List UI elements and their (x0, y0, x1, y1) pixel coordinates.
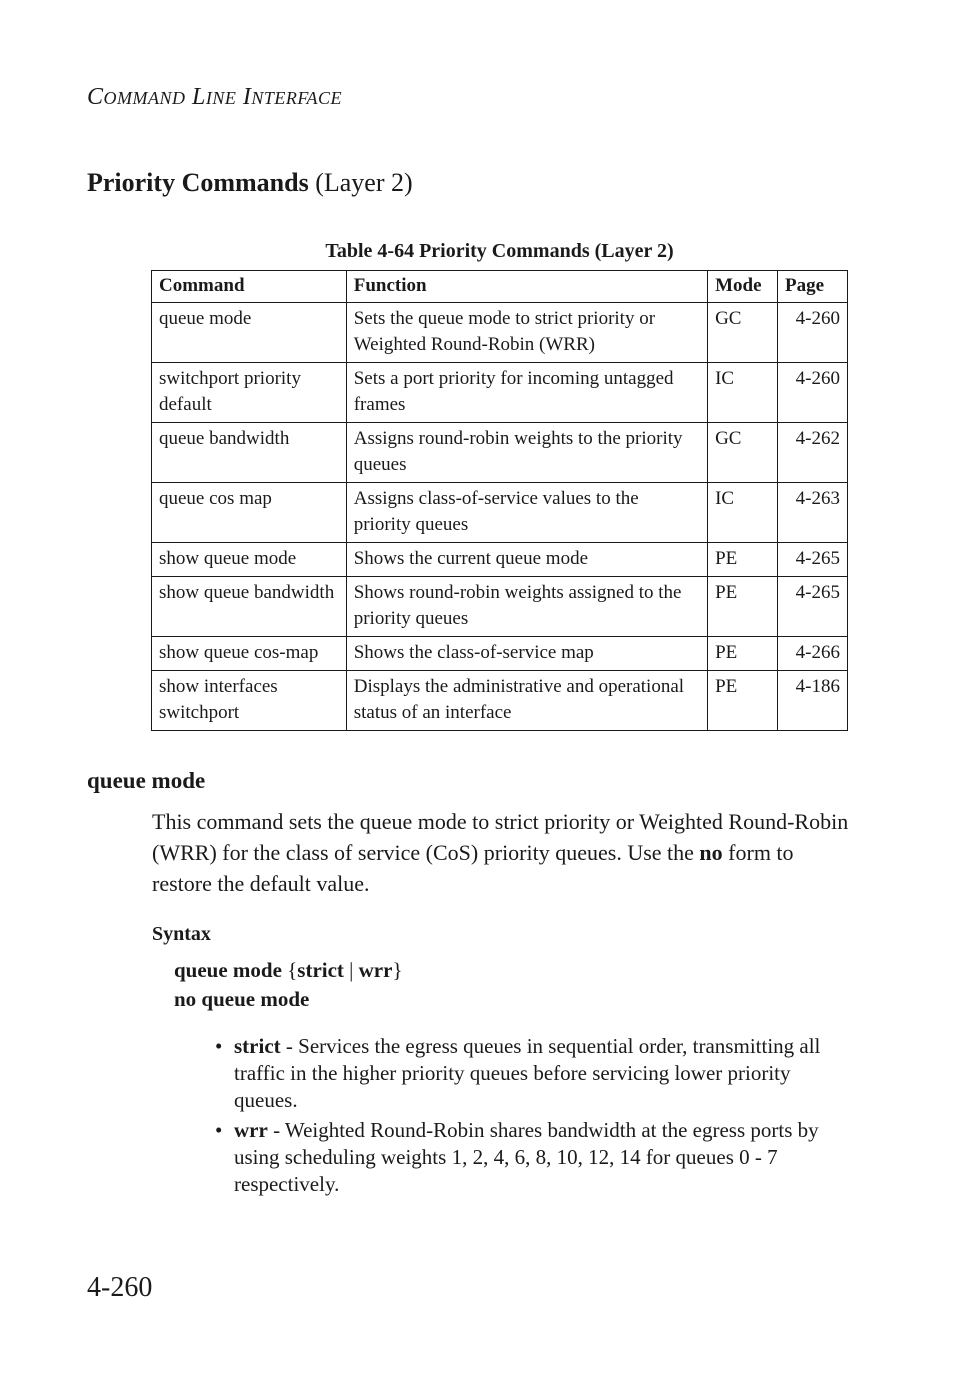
syntax-heading: Syntax (152, 923, 211, 945)
list-item (215, 1033, 845, 1114)
column-header-mode: Mode (708, 271, 778, 303)
column-header-function: Function (346, 271, 707, 303)
cell-command: queue cos map (152, 483, 347, 543)
cell-command: switchport priority default (152, 363, 347, 423)
cell-function: Assigns class-of-service values to the priority queues (346, 483, 707, 543)
cell-mode: IC (708, 363, 778, 423)
command-description: This command sets the queue mode to strict priority or Weighted Round-Robin (WRR) for the class of service (CoS) priority queues. Use the no form to restore the default value. (152, 809, 849, 896)
cell-command: show queue bandwidth (152, 577, 347, 637)
cell-mode: GC (708, 303, 778, 363)
parameter-term: wrr (234, 1118, 268, 1142)
running-header-word: LINE (192, 84, 237, 110)
parameter-list (215, 1033, 845, 1201)
cell-mode: PE (708, 577, 778, 637)
cell-function: Shows the current queue mode (346, 543, 707, 577)
cell-function: Shows round-robin weights assigned to the priority queues (346, 577, 707, 637)
cell-command: queue bandwidth (152, 423, 347, 483)
cell-command: queue mode (152, 303, 347, 363)
cell-function: Sets a port priority for incoming untagged frames (346, 363, 707, 423)
table-row (152, 671, 848, 731)
table-row (152, 303, 848, 363)
column-header-command: Command (152, 271, 347, 303)
list-item (215, 1117, 845, 1198)
cell-page: 4-263 (778, 483, 848, 543)
cell-mode: PE (708, 543, 778, 577)
page-number: 4-260 (87, 1272, 153, 1303)
bullet-icon: • (215, 1118, 223, 1142)
table-row (152, 363, 848, 423)
cell-page: 4-186 (778, 671, 848, 731)
table-row (152, 637, 848, 671)
command-heading: queue mode (87, 768, 206, 793)
running-header (87, 84, 342, 111)
priority-commands-table (151, 270, 848, 731)
cell-page: 4-262 (778, 423, 848, 483)
table-row (152, 483, 848, 543)
column-header-page: Page (778, 271, 848, 303)
bullet-icon: • (215, 1034, 223, 1058)
table-row (152, 577, 848, 637)
cell-mode: IC (708, 483, 778, 543)
cell-page: 4-266 (778, 637, 848, 671)
running-header-word: INTERFACE (242, 84, 343, 110)
running-header-word: COMMAND (87, 84, 186, 110)
cell-mode: GC (708, 423, 778, 483)
cell-page: 4-260 (778, 303, 848, 363)
table-caption: Table 4-64 Priority Commands (Layer 2) (325, 240, 674, 262)
cell-function: Sets the queue mode to strict priority or Weighted Round-Robin (WRR) (346, 303, 707, 363)
cell-command: show interfaces switchport (152, 671, 347, 731)
cell-command: show queue mode (152, 543, 347, 577)
syntax-line-no-form: no queue mode (174, 987, 310, 1011)
cell-command: show queue cos-map (152, 637, 347, 671)
cell-page: 4-260 (778, 363, 848, 423)
parameter-description: - Weighted Round-Robin shares bandwidth at the egress ports by using scheduling weights 1, 2, 4, 6, 8, 10, 12, 14 for queues 0 - 7 respectively. (234, 1118, 819, 1196)
cell-function: Shows the class-of-service map (346, 637, 707, 671)
cell-function: Displays the administrative and operational status of an interface (346, 671, 707, 731)
cell-function: Assigns round-robin weights to the priority queues (346, 423, 707, 483)
cell-page: 4-265 (778, 577, 848, 637)
parameter-term: strict (234, 1034, 281, 1058)
section-title (87, 168, 413, 198)
cell-mode: PE (708, 671, 778, 731)
syntax-line-command: queue mode {strict | wrr} (174, 958, 403, 982)
cell-page: 4-265 (778, 543, 848, 577)
cell-mode: PE (708, 637, 778, 671)
table-header-row (152, 271, 848, 303)
table-row (152, 423, 848, 483)
keyword-no: no (699, 840, 723, 865)
section-title-qualifier: (Layer 2) (315, 168, 413, 197)
table-row (152, 543, 848, 577)
section-title-main: Priority Commands (87, 168, 309, 197)
parameter-description: - Services the egress queues in sequential order, transmitting all traffic in the higher priority queues before servicing lower priority queues. (234, 1034, 821, 1112)
